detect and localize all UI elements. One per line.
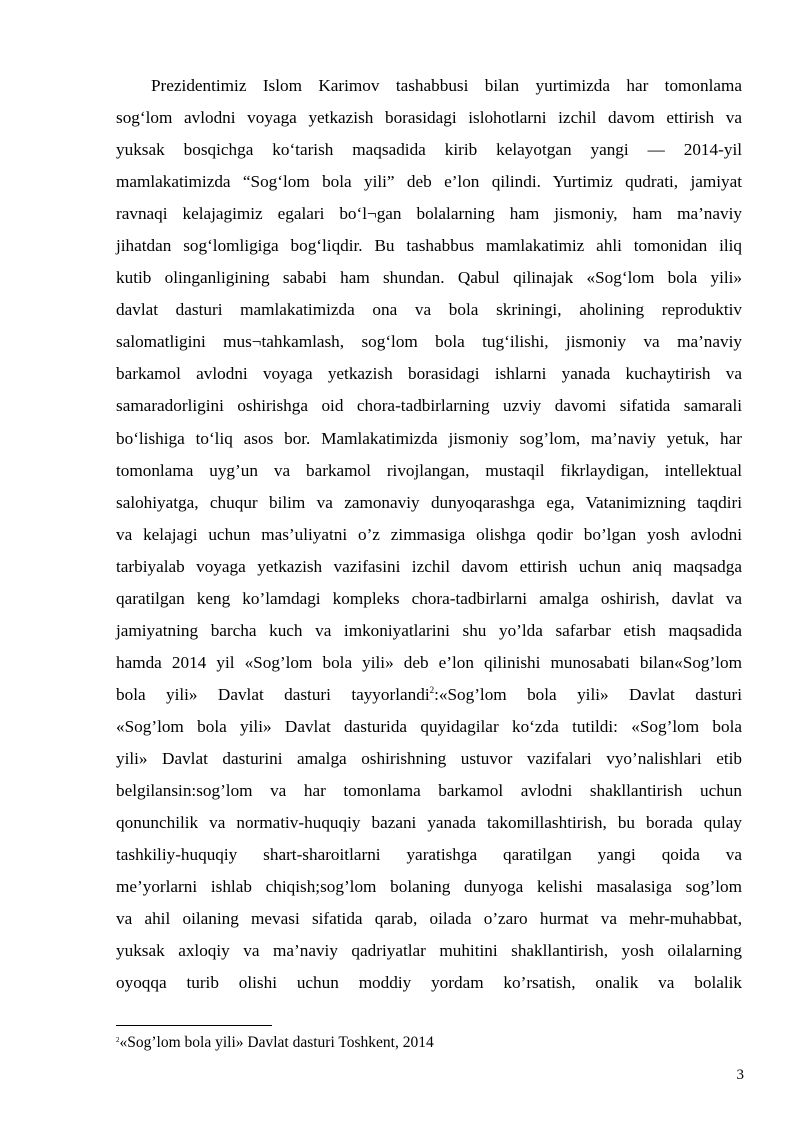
text-line: ravnaqi kelajagimiz egalari bo‘l¬gan bolalarning ham jismoniy, ham ma’naviy [116,204,742,224]
text-line: tashkiliy-huquqiy shart-sharoitlarni yaratishga qaratilgan yangi qoida va [116,845,742,865]
body-paragraph [116,70,742,999]
footnote [116,1033,742,1053]
footnote-separator [116,1025,272,1026]
text-line: qonunchilik va normativ-huquqiy bazani yanada takomillashtirish, bu borada qulay [116,813,742,833]
text-line: jihatdan sog‘lomligiga bog‘liqdir. Bu tashabbus mamlakatimiz ahli tomonidan iliq [116,236,742,256]
footnote-marker: 2 [116,1036,120,1044]
text-line: davlat dasturi mamlakatimizda ona va bola skriningi, aholining reproduktiv [116,300,742,320]
text-line: yuksak bosqichga ko‘tarish maqsadida kirib kelayotgan yangi — 2014-yil [116,140,742,160]
text-line: hamda 2014 yil «Sog’lom bola yili» deb e’lon qilinishi munosabati bilan«Sog’lom [116,652,742,672]
page-number: 3 [736,1067,744,1083]
text-line: salohiyatga, chuqur bilim va zamonaviy dunyoqarashga ega, Vatanimizning taqdiri [116,492,742,512]
text-line: sog‘lom avlodni voyaga yetkazish borasidagi islohotlarni izchil davom ettirish va [116,108,742,128]
text-line: bo‘lishiga to‘liq asos bor. Mamlakatimizda jismoniy sog’lom, ma’naviy yetuk, har [116,428,742,448]
text-line: kutib olinganligining sababi ham shundan. Qabul qilinajak «Sog‘lom bola yili» [116,268,742,288]
text-line: «Sog’lom bola yili» Davlat dasturida quyidagilar ko‘zda tutildi: «Sog’lom bola [116,716,742,736]
text-line: va ahil oilaning mevasi sifatida qarab, oilada o’zaro hurmat va mehr-muhabbat, [116,909,742,929]
text-line: yuksak axloqiy va ma’naviy qadriyatlar muhitini shakllantirish, yosh oilalarning [116,941,742,961]
footnote-text: «Sog’lom bola yili» Davlat dasturi Toshkent, 2014 [119,1034,434,1051]
text-line: mamlakatimizda “Sog‘lom bola yili” deb e’lon qilindi. Yurtimiz qudrati, jamiyat [116,172,742,192]
footnote-reference[interactable]: 2 [429,684,435,695]
text-line: belgilansin:sog’lom va har tomonlama barkamol avlodni shakllantirish uchun [116,781,742,801]
text-line: samaradorligini oshirishga oid chora-tadbirlarning uzviy davomi sifatida samarali [116,396,742,416]
text-line: jamiyatning barcha kuch va imkoniyatlarini shu yo’lda safarbar etish maqsadida [116,620,742,640]
text-line: qaratilgan keng ko’lamdagi kompleks chora-tadbirlarni amalga oshirish, davlat va [116,588,742,608]
text-line: va kelajagi uchun mas’uliyatni o’z zimmasiga olishga qodir bo’lgan yosh avlodni [116,524,742,544]
text-line: tarbiyalab voyaga yetkazish vazifasini izchil davom ettirish uchun aniq maqsadga [116,556,742,576]
text-line: oyoqqa turib olishi uchun moddiy yordam ko’rsatish, onalik va bolalik [116,973,742,993]
text-line: tomonlama uyg’un va barkamol rivojlangan, mustaqil fikrlaydigan, intellektual [116,460,742,480]
text-line-with-footnote-ref [116,679,742,711]
text-line: me’yorlarni ishlab chiqish;sog’lom bolaning dunyoga kelishi masalasiga sog’lom [116,877,742,897]
text-line: Prezidentimiz Islom Karimov tashabbusi bilan yurtimizda har tomonlama [151,76,742,95]
text-line: yili» Davlat dasturini amalga oshirishning ustuvor vazifalari vyo’nalishlari etib [116,748,742,768]
text-line: barkamol avlodni voyaga yetkazish borasidagi ishlarni yanada kuchaytirish va [116,364,742,384]
text-segment: bola yili» Davlat dasturi tayyorlandi [116,684,430,704]
text-line: salomatligini mus¬tahkamlash, sog‘lom bola tug‘ilishi, jismoniy va ma’naviy [116,332,742,352]
text-segment: :«Sog’lom bola yili» Davlat dasturi [434,684,742,704]
